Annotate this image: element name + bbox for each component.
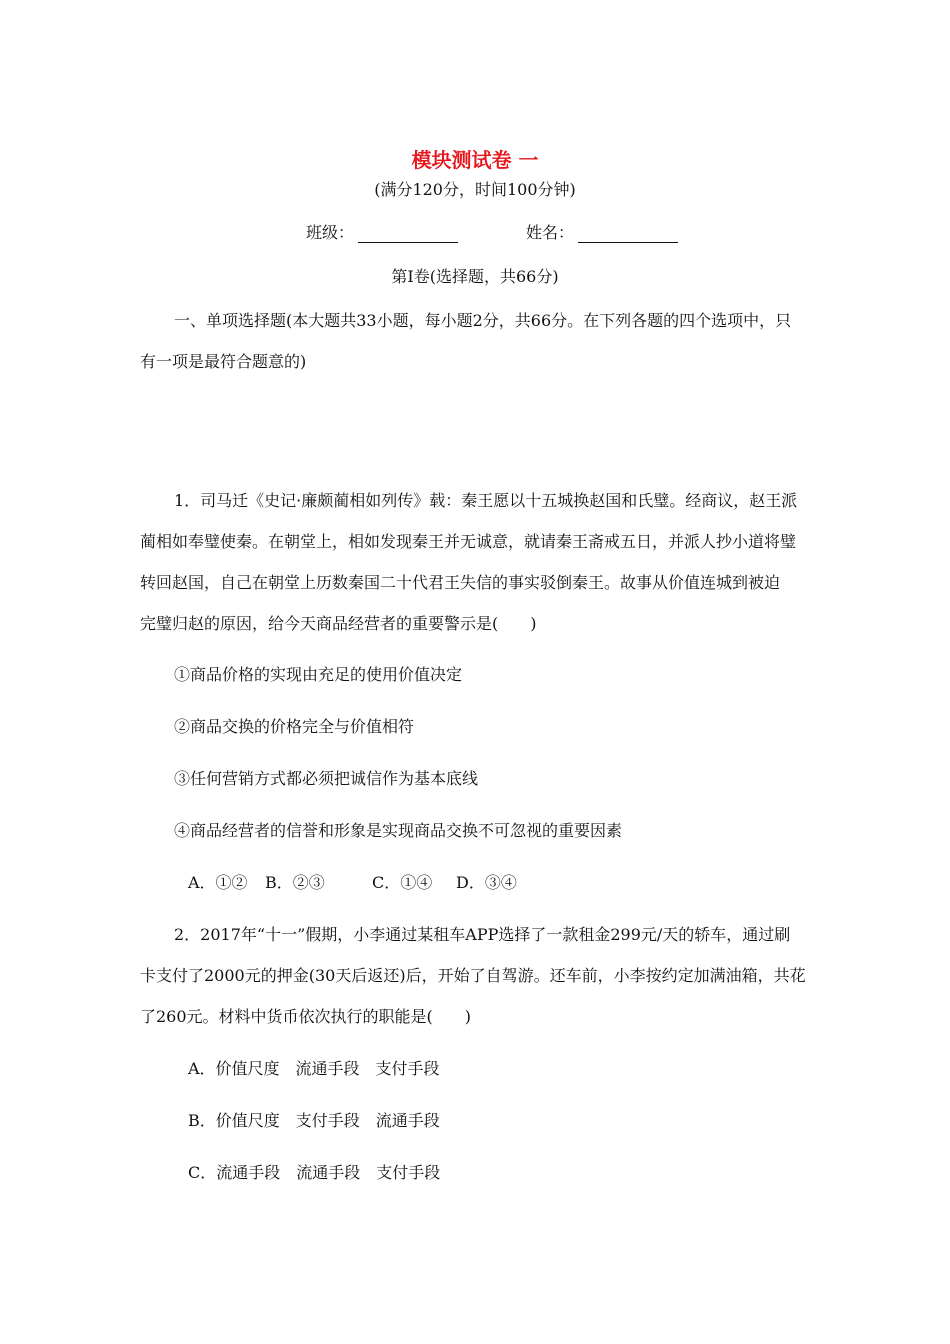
- q1-option-d[interactable]: D．③④: [456, 873, 517, 892]
- name-blank-line: [578, 226, 678, 243]
- page-title: 模块测试卷 一: [411, 148, 539, 172]
- q1-stem-line-1: 1．司马迁《史记·廉颇蔺相如列传》载：秦王愿以十五城换赵国和氏璧。经商议，赵王派: [174, 491, 798, 510]
- name-label: 姓名：: [526, 223, 575, 242]
- q2-option-c[interactable]: C．流通手段 流通手段 支付手段: [188, 1163, 441, 1182]
- q1-option-c[interactable]: C．①④: [372, 873, 433, 892]
- q1-statement-4: ④商品经营者的信誉和形象是实现商品交换不可忽视的重要因素: [174, 821, 623, 840]
- q1-stem-line-4: 完璧归赵的原因，给今天商品经营者的重要警示是( ): [140, 614, 537, 633]
- name-field: [526, 223, 678, 243]
- q2-stem-line-2: 卡支付了2000元的押金(30天后返还)后，开始了自驾游。还车前，小李按约定加满油箱，共花: [140, 966, 806, 985]
- q1-option-b[interactable]: B．②③: [265, 873, 325, 892]
- q1-statement-1: ①商品价格的实现由充足的使用价值决定: [174, 665, 463, 684]
- q1-option-a[interactable]: A．①②: [188, 873, 248, 892]
- class-blank-line: [358, 226, 458, 243]
- q1-stem-line-3: 转回赵国，自己在朝堂上历数秦国二十代君王失信的事实驳倒秦王。故事从价值连城到被迫: [140, 573, 781, 592]
- q2-option-a[interactable]: A．价值尺度 流通手段 支付手段: [188, 1059, 440, 1078]
- q2-stem-line-3: 了260元。材料中货币依次执行的职能是( ): [140, 1007, 472, 1026]
- exam-subtitle: (满分120分，时间100分钟): [374, 180, 576, 199]
- instructions-line-2: 有一项是最符合题意的): [140, 352, 307, 371]
- q2-option-b[interactable]: B．价值尺度 支付手段 流通手段: [188, 1111, 440, 1130]
- q1-statement-3: ③任何营销方式都必须把诚信作为基本底线: [174, 769, 479, 788]
- instructions-line-1: 一、单项选择题(本大题共33小题，每小题2分，共66分。在下列各题的四个选项中，只: [174, 311, 792, 330]
- q1-stem-line-2: 蔺相如奉璧使秦。在朝堂上，相如发现秦王并无诚意，就请秦王斋戒五日，并派人抄小道将璧: [140, 532, 797, 551]
- class-label: 班级：: [306, 223, 355, 242]
- q1-statement-2: ②商品交换的价格完全与价值相符: [174, 717, 415, 736]
- q2-stem-line-1: 2．2017年“十一”假期，小李通过某租车APP选择了一款租金299元/天的轿车，通过刷: [174, 925, 791, 944]
- part-heading: 第Ⅰ卷(选择题，共66分): [391, 267, 559, 286]
- class-field: [306, 223, 458, 243]
